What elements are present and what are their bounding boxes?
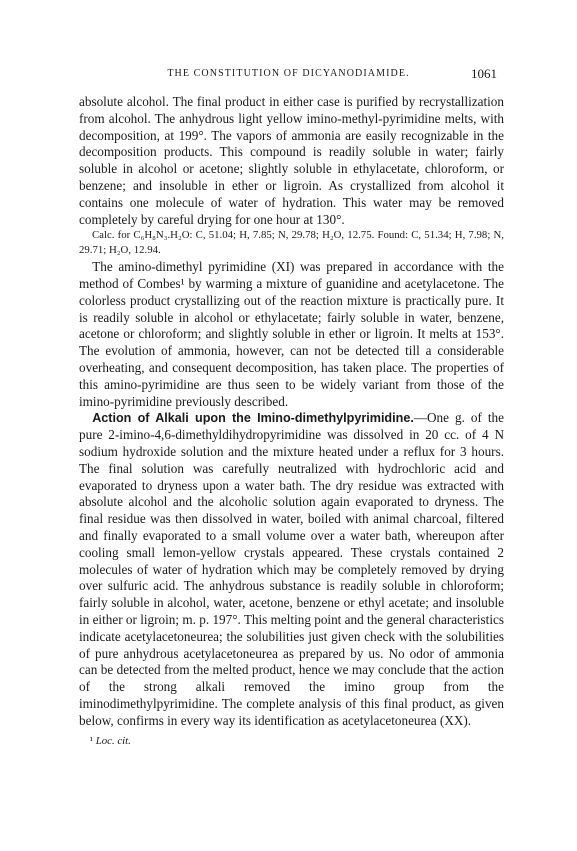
section-alkali-action bbox=[79, 410, 504, 729]
section-text: —One g. of the pure 2-imino-4,6-dimethyldihydropyrimidine was dissolved in 20 cc. of 4 N sodium hydroxide solution and the mixture heated under a reflux for 3 hours. The final solution was carefully neutralized with hydrochloric acid and evaporated to dryness upon a water bath. The dry residue was extracted with absolute alcohol and the alcoholic solution again evaporated to dryness. The final residue was then dissolved in water, boiled with animal charcoal, filtered and finally evaporated to a small volume over a water bath, whereupon after cooling small lemon-yellow crystals appeared. These crystals contained 2 molecules of water of hydration which may be completely removed by drying over sulfuric acid. The anhydrous substance is readily soluble in chloroform; fairly soluble in alcohol, water, acetone, benzene or ethyl acetate; and insoluble in either or ligroin; m. p. 197°. This melting point and the general characteristics indicate acetylacetoneurea; the solubilities just given check with the solubilities of pure anhydrous acetylacetoneurea as prepared by us. No odor of ammonia can be detected from the melted product, hence we may conclude that the action of the strong alkali removed the imino group from the iminodimethylpyrimidine. The complete analysis of this final product, as given below, confirms in every way its identification as acetylacetoneurea (XX). bbox=[79, 410, 504, 728]
calculation-line: Calc. for C₆H₈N₃.H₂O: C, 51.04; H, 7.85; N, 29.78; H₂O, 12.75. Found: C, 51.34; H, 7.98; N, 29.71; H₂O, 12.94. bbox=[79, 229, 504, 256]
footnote-text: Loc. cit. bbox=[95, 734, 131, 747]
article-body bbox=[79, 94, 504, 748]
footnote bbox=[79, 734, 504, 748]
footnote-mark: ¹ bbox=[89, 734, 94, 747]
page-header bbox=[0, 66, 577, 84]
paragraph-amino-pyrimidine: The amino-dimethyl pyrimidine (XI) was prepared in accordance with the method of Combes¹ by warming a mixture of guanidine and acetylacetone. The colorless product crystallizing out of the reaction mixture is practically pure. It is readily soluble in alcohol or ethylacetate; fairly soluble in water, benzene, acetone or chloroform; and slightly soluble in ether or ligroin. It melts at 153°. The evolution of ammonia, however, can not be detected till a considerable overheating, and consequent decomposition, has taken place. The properties of this amino-pyrimidine are thus seen to be widely variant from those of the imino-pyrimidine previously described. bbox=[79, 259, 504, 409]
paragraph-continued: absolute alcohol. The final product in either case is purified by recrystallization from alcohol. The anhydrous light yellow imino-methyl-pyrimidine melts, with decomposition, at 199°. The vapors of ammonia are easily recognizable in the decomposition products. This compound is readily soluble in water; fairly soluble in alcohol or acetone; slightly soluble in ethylacetate, chloroform, or benzene; and insoluble in ether or ligroin. As crystallized from alcohol it contains one molecule of water of hydration. This water may be removed completely by careful drying for one hour at 130°. bbox=[79, 94, 504, 227]
running-title: THE CONSTITUTION OF DICYANODIAMIDE. bbox=[167, 68, 410, 79]
page-number: 1061 bbox=[471, 66, 497, 81]
section-heading: Action of Alkali upon the Imino-dimethylpyrimidine. bbox=[92, 411, 414, 426]
